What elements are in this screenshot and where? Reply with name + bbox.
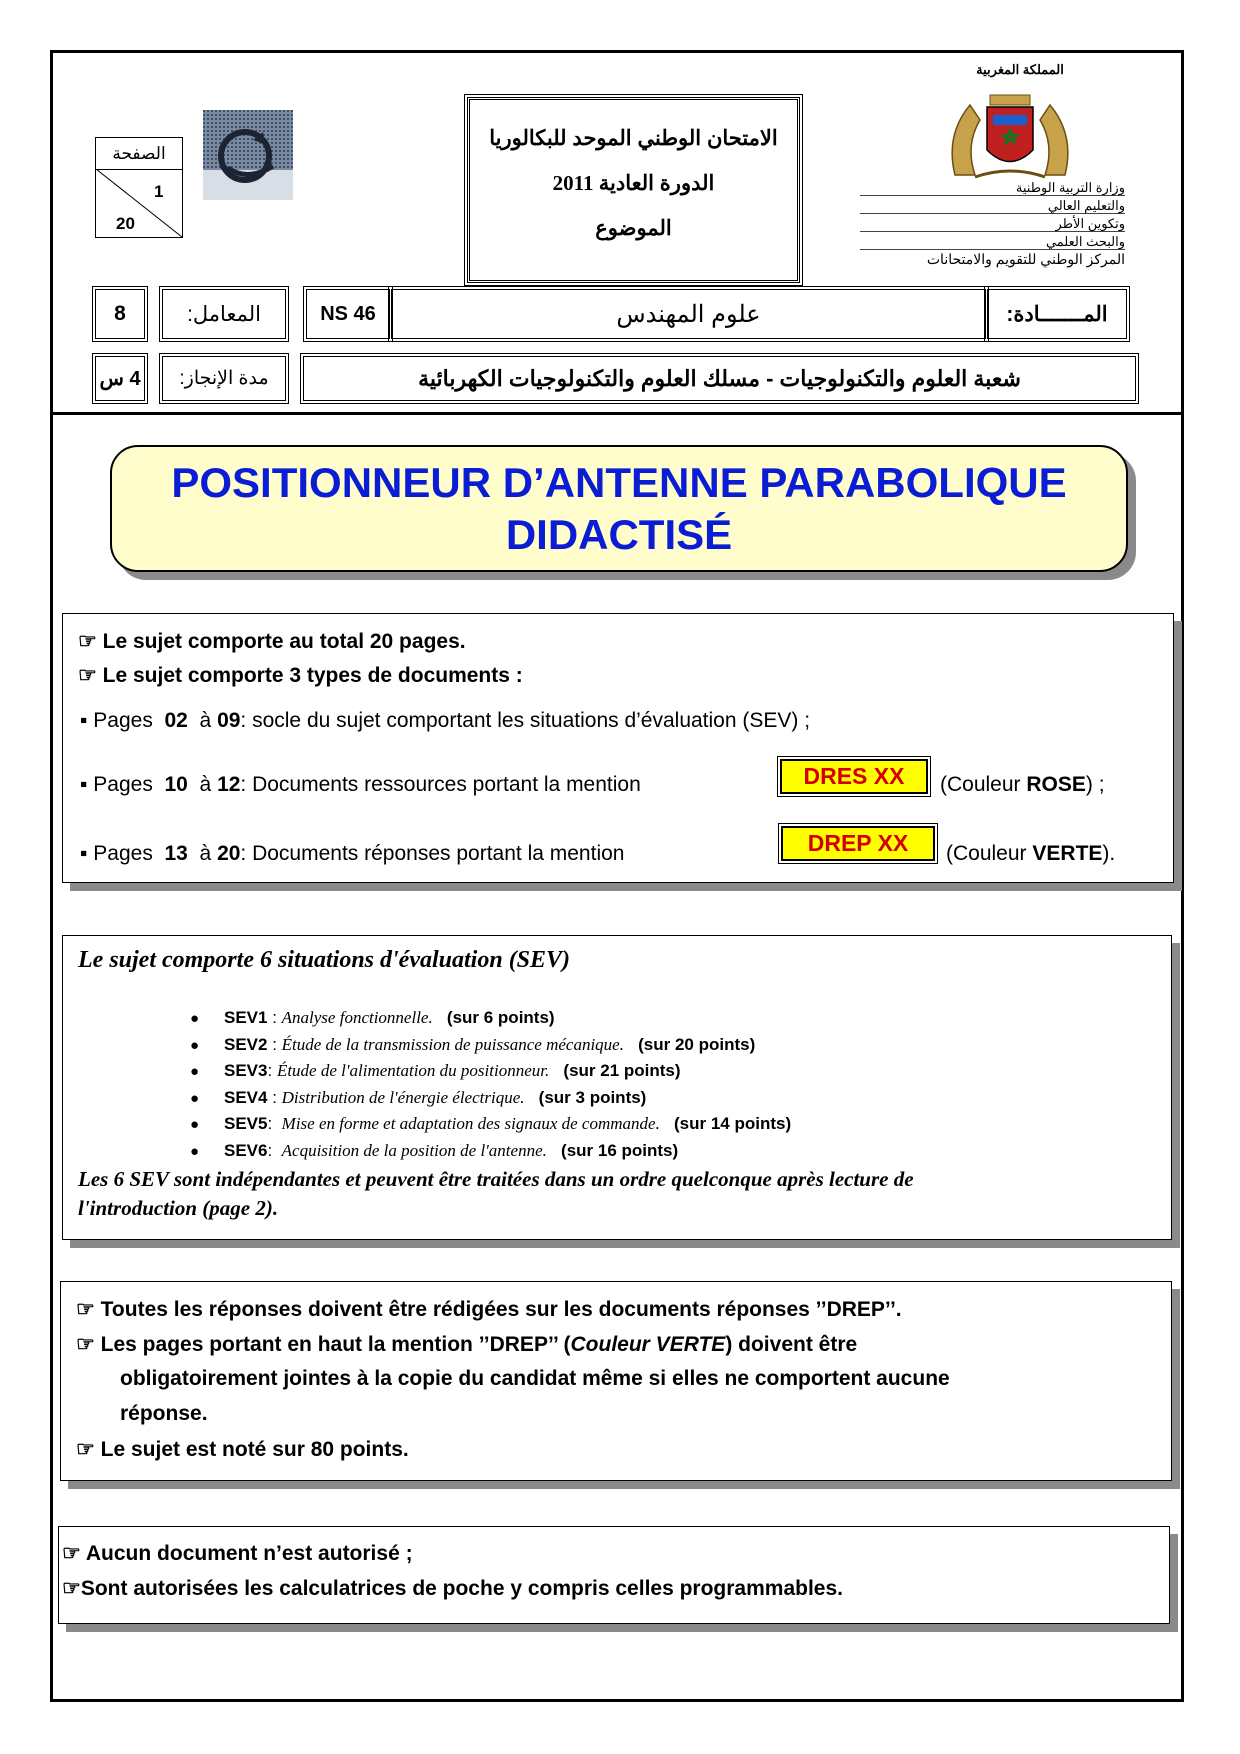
rule-line-2: ☞Sont autorisées les calculatrices de poche y compris celles programmables.: [62, 1577, 843, 1600]
resources-color: ROSE: [1026, 773, 1086, 796]
sev-description: Acquisition de la position de l'antenne.: [281, 1140, 547, 1160]
sev-list: [190, 1005, 791, 1164]
resources-color-prefix: (Couleur: [940, 773, 1021, 796]
instruction-line-2-b: Couleur VERTE: [570, 1333, 726, 1356]
answers-color: VERTE: [1032, 842, 1103, 865]
sev-item: ● SEV3: Étude de l'alimentation du positionneur. (sur 21 points): [190, 1058, 791, 1085]
sev-item: ● SEV6: Acquisition de la position de l'antenne. (sur 16 points): [190, 1138, 791, 1165]
subject-label: الموضوع: [595, 217, 672, 240]
drep-badge-wrap: [781, 826, 935, 861]
answers-color-line: [946, 842, 1115, 866]
instruction-line-4: réponse.: [120, 1402, 208, 1425]
ministry-line-4: والبحث العلمي: [860, 234, 1125, 250]
pages-answers-to-word: à: [199, 842, 212, 865]
page-current: 1: [154, 182, 164, 201]
duration-value: 4 س: [95, 356, 145, 401]
sev-description: Distribution de l'énergie électrique.: [281, 1087, 525, 1107]
main-title-line-1: POSITIONNEUR D’ANTENNE PARABOLIQUE: [171, 459, 1067, 506]
sev-code: SEV2: [224, 1034, 268, 1054]
dres-badge-wrap: [780, 759, 928, 794]
rule-line-1: ☞ Aucun document n’est autorisé ;: [62, 1542, 413, 1565]
instruction-line-5: ☞ Le sujet est noté sur 80 points.: [76, 1438, 409, 1461]
pages-resources-to: 12: [217, 773, 241, 796]
resources-color-line: [940, 773, 1105, 797]
bullet-icon: ●: [190, 1010, 200, 1027]
duration-label: مدة الإنجاز:: [162, 356, 286, 401]
coefficient-label: المعامل:: [162, 289, 286, 339]
document-types-note: ☞ Le sujet comporte 3 types de documents :: [78, 664, 523, 687]
center-name: المركز الوطني للتقويم والامتحانات: [926, 251, 1125, 267]
sev-points: (sur 6 points): [446, 1008, 555, 1027]
pages-socle-to-word: à: [199, 709, 212, 732]
instruction-line-3: obligatoirement jointes à la copie du candidat même si elles ne comportent aucune: [120, 1367, 950, 1390]
sev-footer-line-1: Les 6 SEV sont indépendantes et peuvent être traitées dans un ordre quelconque après lecture de: [78, 1167, 914, 1191]
pages-resources-from: 10: [164, 773, 188, 796]
pages-socle-from: 02: [164, 709, 188, 732]
instruction-line-1: ☞ Toutes les réponses doivent être rédigées sur les documents réponses ’’DREP’’.: [76, 1298, 902, 1321]
sev-description: Mise en forme et adaptation des signaux de commande.: [281, 1114, 660, 1133]
kingdom-label: المملكة المغربية: [976, 62, 1064, 77]
page-label: الصفحة: [96, 138, 182, 170]
sev-item: ● SEV2 : Étude de la transmission de puissance mécanique. (sur 20 points): [190, 1032, 791, 1059]
sev-code: SEV1: [224, 1008, 268, 1027]
page-box-diagonal: [96, 169, 182, 237]
resources-color-suffix: ) ;: [1085, 773, 1105, 796]
ministry-block: [860, 180, 1125, 269]
session-year: 2011: [552, 171, 594, 195]
sev-code: SEV4: [224, 1087, 268, 1107]
instruction-line-2-a: ☞ Les pages portant en haut la mention ’’DREP’’ (: [76, 1333, 571, 1356]
instruction-line-2-c: ) doivent être: [725, 1333, 858, 1356]
coefficient-value: 8: [95, 289, 145, 339]
pages-socle-text: : socle du sujet comportant les situations d’évaluation (SEV) ;: [240, 709, 811, 732]
pages-answers-prefix: ▪ Pages: [80, 842, 153, 865]
instruction-line-2: [76, 1332, 857, 1357]
pages-answers-to: 20: [217, 842, 241, 865]
pages-answers-from: 13: [164, 842, 188, 865]
pages-answers-line: [80, 842, 624, 866]
ministry-line-2: والتعليم العالي: [860, 198, 1125, 214]
bullet-icon: ●: [190, 1142, 200, 1160]
sev-code: SEV3: [224, 1061, 268, 1080]
pages-socle-line: [80, 709, 810, 733]
branch-name: شعبة العلوم والتكنولوجيات - مسلك العلوم والتكنولوجيات الكهربائية: [303, 356, 1136, 401]
ministry-line-3: وتكوين الأطر: [860, 216, 1125, 232]
total-pages-note: ☞ Le sujet comporte au total 20 pages.: [78, 630, 466, 653]
exam-title: الامتحان الوطني الموحد للبكالوريا: [489, 127, 778, 150]
dres-badge: DRES XX: [780, 759, 928, 794]
sev-points: (sur 14 points): [674, 1114, 792, 1133]
main-title-line-2: DIDACTISÉ: [505, 511, 733, 558]
sev-footer-line-2: l'introduction (page 2).: [78, 1196, 279, 1220]
pages-socle-prefix: ▪ Pages: [80, 709, 153, 732]
bullet-icon: ●: [190, 1116, 200, 1133]
sev-points: (sur 3 points): [538, 1087, 647, 1107]
pages-answers-text: : Documents réponses portant la mention: [240, 842, 625, 865]
bullet-icon: ●: [190, 1063, 200, 1080]
exam-code: NS 46: [306, 289, 390, 339]
sev-item: ● SEV1 : Analyse fonctionnelle. (sur 6 points): [190, 1005, 791, 1032]
pages-resources-to-word: à: [199, 773, 212, 796]
sev-points: (sur 20 points): [638, 1034, 756, 1054]
answers-color-suffix: ).: [1102, 842, 1116, 865]
sev-item: ● SEV5: Mise en forme et adaptation des signaux de commande. (sur 14 points): [190, 1111, 791, 1138]
page-number-box: [95, 137, 183, 238]
header-separator: [50, 412, 1184, 415]
exam-title-box: [467, 97, 800, 283]
page-total: 20: [116, 214, 135, 233]
bullet-icon: ●: [190, 1089, 200, 1107]
sev-description: Étude de la transmission de puissance mécanique.: [281, 1034, 624, 1054]
subject-name: علوم المهندس: [391, 289, 986, 339]
royal-emblem-icon: [935, 85, 1085, 185]
sev-code: SEV6: [224, 1140, 268, 1160]
session-name: الدورة العادية: [598, 172, 715, 195]
subject-name-label: المـــــــادة:: [987, 289, 1127, 339]
sev-code: SEV5: [224, 1114, 268, 1133]
sev-item: ● SEV4 : Distribution de l'énergie électrique. (sur 3 points): [190, 1085, 791, 1112]
pages-resources-line: [80, 773, 641, 797]
pages-resources-text: : Documents ressources portant la mention: [240, 773, 641, 796]
pages-resources-prefix: ▪ Pages: [80, 773, 153, 796]
pages-socle-to: 09: [217, 709, 241, 732]
sev-points: (sur 16 points): [561, 1140, 679, 1160]
sev-description: Étude de l'alimentation du positionneur.: [276, 1061, 550, 1080]
main-title-banner: [110, 445, 1128, 572]
sev-heading: Le sujet comporte 6 situations d'évaluation (SEV): [78, 947, 571, 973]
sev-points: (sur 21 points): [563, 1061, 681, 1080]
answers-color-prefix: (Couleur: [946, 842, 1027, 865]
bullet-icon: ●: [190, 1036, 200, 1054]
ministry-line-1: وزارة التربية الوطنية: [860, 180, 1125, 196]
exam-center-logo-icon: [203, 110, 293, 200]
drep-badge: DREP XX: [781, 826, 935, 861]
sev-description: Analyse fonctionnelle.: [281, 1008, 433, 1027]
exam-session: [470, 171, 797, 196]
